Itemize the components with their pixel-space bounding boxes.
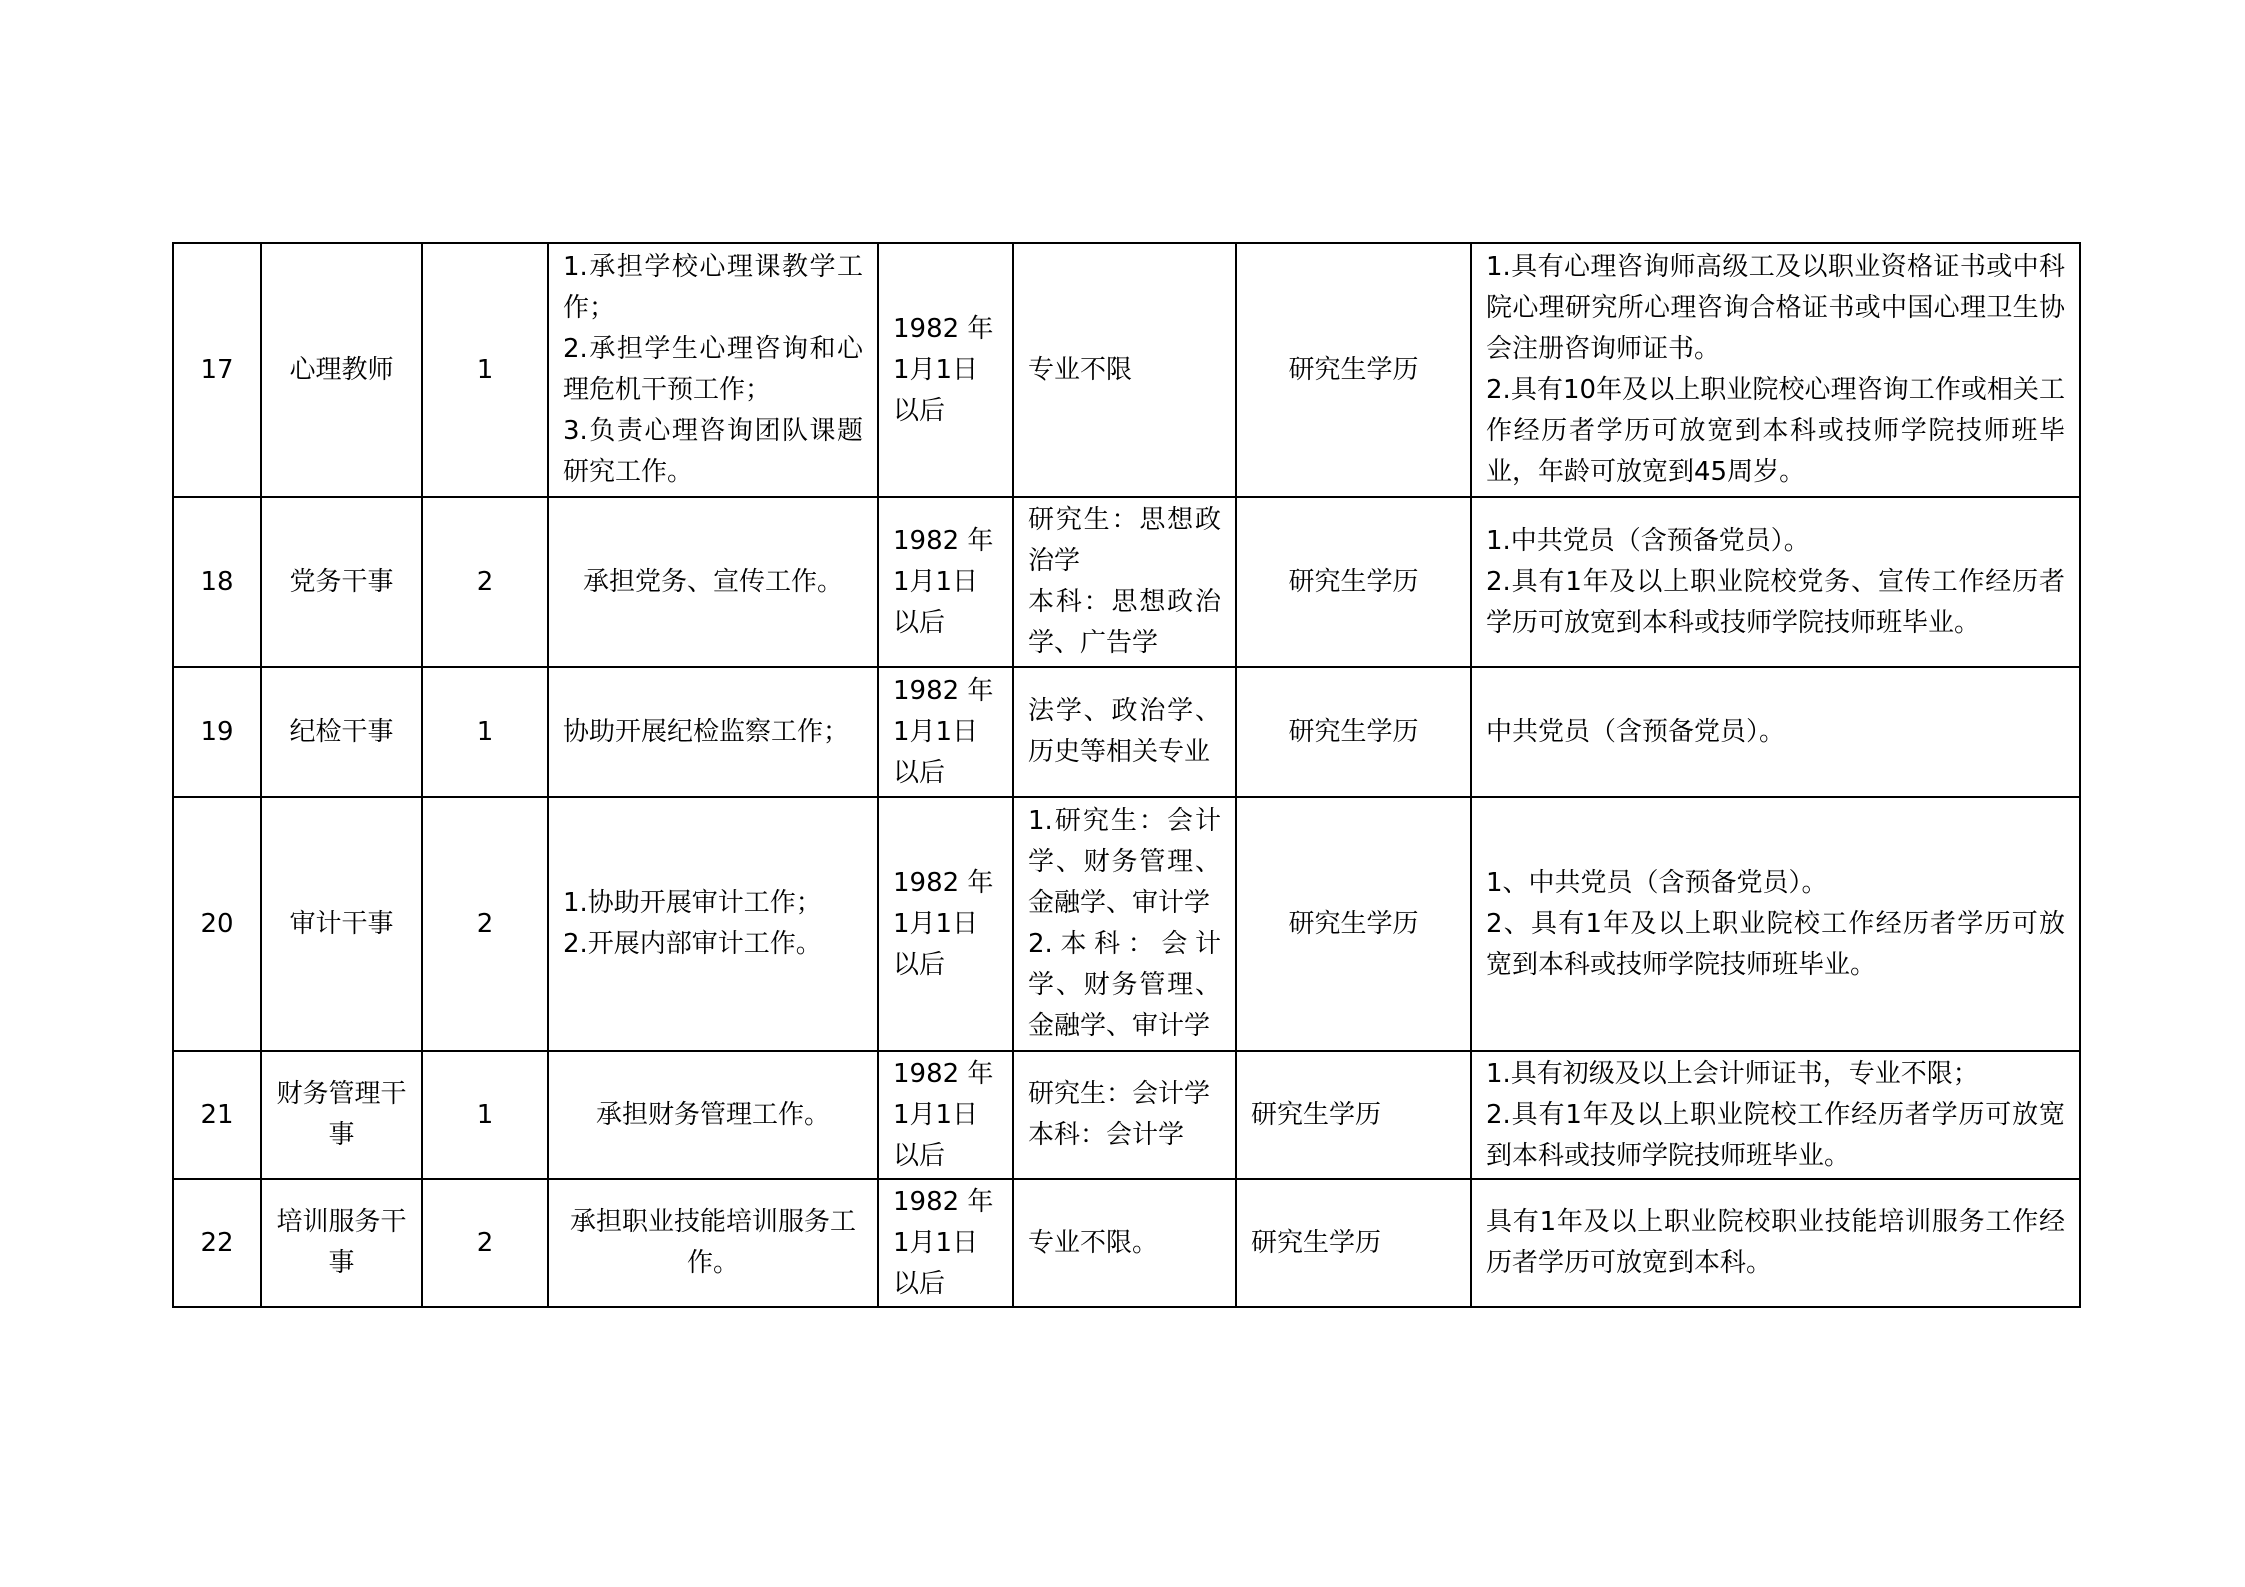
recruitment-table <box>172 242 2081 1308</box>
position-text: 党务干事 <box>289 566 394 597</box>
requirements-line: 具有1年及以上职业院校职业技能培训服务工作经历者学历可放宽到本科。 <box>1486 1207 2065 1278</box>
education-text: 研究生学历 <box>1251 1227 1382 1258</box>
birth-line: 1月1日 <box>893 566 979 597</box>
count-text: 1 <box>476 1099 494 1130</box>
cell-no <box>173 1179 261 1307</box>
table-body <box>173 243 2080 1307</box>
cell-position <box>261 797 422 1051</box>
duties-line: 协助开展纪检监察工作； <box>563 716 850 747</box>
duties-line: 1.协助开展审计工作； <box>563 888 822 918</box>
education-text: 研究生学历 <box>1288 908 1419 939</box>
position-text: 财务管理干事 <box>276 1079 407 1150</box>
duties-line: 1.承担学校心理课教学工作； <box>563 252 863 323</box>
count-text: 1 <box>476 354 494 385</box>
education-text: 研究生学历 <box>1288 716 1419 747</box>
cell-major <box>1013 243 1236 497</box>
no-text: 22 <box>200 1227 234 1258</box>
cell-major <box>1013 1179 1236 1307</box>
education-text: 研究生学历 <box>1251 1099 1382 1130</box>
cell-requirements <box>1471 797 2080 1051</box>
birth-line: 1月1日 <box>893 716 979 747</box>
cell-count <box>422 497 548 667</box>
cell-education <box>1236 1051 1471 1179</box>
birth-line: 1982 年 <box>893 1058 994 1089</box>
cell-position <box>261 667 422 797</box>
cell-major <box>1013 797 1236 1051</box>
cell-birth <box>878 243 1013 497</box>
major-line: 专业不限。 <box>1028 1227 1159 1258</box>
birth-line: 1月1日 <box>893 1099 979 1130</box>
cell-major <box>1013 497 1236 667</box>
major-line: 法学、政治学、历史等相关专业 <box>1028 696 1221 767</box>
no-text: 17 <box>200 354 234 385</box>
major-line: 1.研究生：会计学、财务管理、金融学、审计学 <box>1028 806 1221 918</box>
no-text: 18 <box>200 566 234 597</box>
position-text: 培训服务干事 <box>276 1207 407 1278</box>
cell-no <box>173 1051 261 1179</box>
cell-education <box>1236 667 1471 797</box>
birth-line: 1月1日 <box>893 354 979 385</box>
cell-no <box>173 497 261 667</box>
count-text: 2 <box>476 908 494 939</box>
duties-line: 承担职业技能培训服务工作。 <box>569 1207 856 1278</box>
birth-line: 以后 <box>893 1140 946 1171</box>
cell-no <box>173 797 261 1051</box>
no-text: 19 <box>200 716 234 747</box>
cell-count <box>422 1051 548 1179</box>
birth-line: 1月1日 <box>893 908 979 939</box>
birth-line: 以后 <box>893 949 946 980</box>
table-row <box>173 797 2080 1051</box>
birth-line: 以后 <box>893 607 946 638</box>
requirements-line: 中共党员（含预备党员）。 <box>1486 716 1786 747</box>
requirements-line: 2.具有10年及以上职业院校心理咨询工作或相关工作经历者学历可放宽到本科或技师学院技师班毕业，年龄可放宽到45周岁。 <box>1486 375 2065 487</box>
cell-duties <box>548 797 878 1051</box>
count-text: 2 <box>476 1227 494 1258</box>
cell-count <box>422 243 548 497</box>
cell-duties <box>548 1051 878 1179</box>
table-row <box>173 497 2080 667</box>
cell-duties <box>548 497 878 667</box>
cell-education <box>1236 1179 1471 1307</box>
cell-no <box>173 667 261 797</box>
cell-duties <box>548 1179 878 1307</box>
education-text: 研究生学历 <box>1288 354 1419 385</box>
birth-line: 1982 年 <box>893 313 994 344</box>
major-line: 本科：会计学 <box>1028 1120 1185 1150</box>
cell-birth <box>878 797 1013 1051</box>
requirements-line: 2.具有1年及以上职业院校党务、宣传工作经历者学历可放宽到本科或技师学院技师班毕业。 <box>1486 566 2065 638</box>
cell-birth <box>878 1051 1013 1179</box>
cell-requirements <box>1471 667 2080 797</box>
cell-birth <box>878 667 1013 797</box>
cell-requirements <box>1471 497 2080 667</box>
cell-requirements <box>1471 1179 2080 1307</box>
duties-line: 承担党务、宣传工作。 <box>582 566 843 597</box>
birth-line: 以后 <box>893 395 946 426</box>
cell-count <box>422 1179 548 1307</box>
no-text: 21 <box>200 1099 234 1130</box>
requirements-line: 1.中共党员（含预备党员）。 <box>1486 525 1810 556</box>
cell-education <box>1236 243 1471 497</box>
table-row <box>173 1051 2080 1179</box>
cell-duties <box>548 667 878 797</box>
cell-position <box>261 1179 422 1307</box>
position-text: 纪检干事 <box>289 716 394 747</box>
cell-requirements <box>1471 1051 2080 1179</box>
birth-line: 1月1日 <box>893 1227 979 1258</box>
table-row <box>173 243 2080 497</box>
no-text: 20 <box>200 908 234 939</box>
birth-line: 1982 年 <box>893 675 994 706</box>
education-text: 研究生学历 <box>1288 566 1419 597</box>
cell-no <box>173 243 261 497</box>
birth-line: 以后 <box>893 1268 946 1299</box>
count-text: 1 <box>476 716 494 747</box>
table-row <box>173 667 2080 797</box>
cell-education <box>1236 797 1471 1051</box>
requirements-line: 1.具有初级及以上会计师证书，专业不限； <box>1486 1058 1979 1089</box>
major-line: 研究生：会计学 <box>1028 1079 1211 1109</box>
cell-education <box>1236 497 1471 667</box>
cell-position <box>261 243 422 497</box>
duties-line: 3.负责心理咨询团队课题研究工作。 <box>563 416 863 487</box>
major-line: 本科：思想政治学、广告学 <box>1028 587 1221 658</box>
cell-requirements <box>1471 243 2080 497</box>
major-line: 专业不限 <box>1028 354 1133 385</box>
requirements-line: 1、中共党员（含预备党员）。 <box>1486 867 1828 898</box>
birth-line: 1982 年 <box>893 1186 994 1217</box>
requirements-line: 2.具有1年及以上职业院校工作经历者学历可放宽到本科或技师学院技师班毕业。 <box>1486 1099 2065 1171</box>
requirements-line: 2、具有1年及以上职业院校工作经历者学历可放宽到本科或技师学院技师班毕业。 <box>1486 908 2065 980</box>
cell-duties <box>548 243 878 497</box>
cell-major <box>1013 667 1236 797</box>
major-line: 研究生：思想政治学 <box>1028 505 1221 576</box>
cell-major <box>1013 1051 1236 1179</box>
duties-line: 2.开展内部审计工作。 <box>563 929 822 959</box>
cell-position <box>261 1051 422 1179</box>
table-row <box>173 1179 2080 1307</box>
major-line: 2.本科：会计学、财务管理、金融学、审计学 <box>1028 929 1221 1041</box>
requirements-line: 1.具有心理咨询师高级工及以职业资格证书或中科院心理研究所心理咨询合格证书或中国心理卫生协会注册咨询师证书。 <box>1486 252 2065 364</box>
duties-line: 2.承担学生心理咨询和心理危机干预工作； <box>563 334 863 405</box>
cell-position <box>261 497 422 667</box>
position-text: 心理教师 <box>289 354 394 385</box>
birth-line: 以后 <box>893 757 946 788</box>
cell-count <box>422 797 548 1051</box>
birth-line: 1982 年 <box>893 867 994 898</box>
birth-line: 1982 年 <box>893 525 994 556</box>
count-text: 2 <box>476 566 494 597</box>
cell-birth <box>878 497 1013 667</box>
cell-count <box>422 667 548 797</box>
position-text: 审计干事 <box>289 908 394 939</box>
cell-birth <box>878 1179 1013 1307</box>
duties-line: 承担财务管理工作。 <box>595 1099 830 1130</box>
